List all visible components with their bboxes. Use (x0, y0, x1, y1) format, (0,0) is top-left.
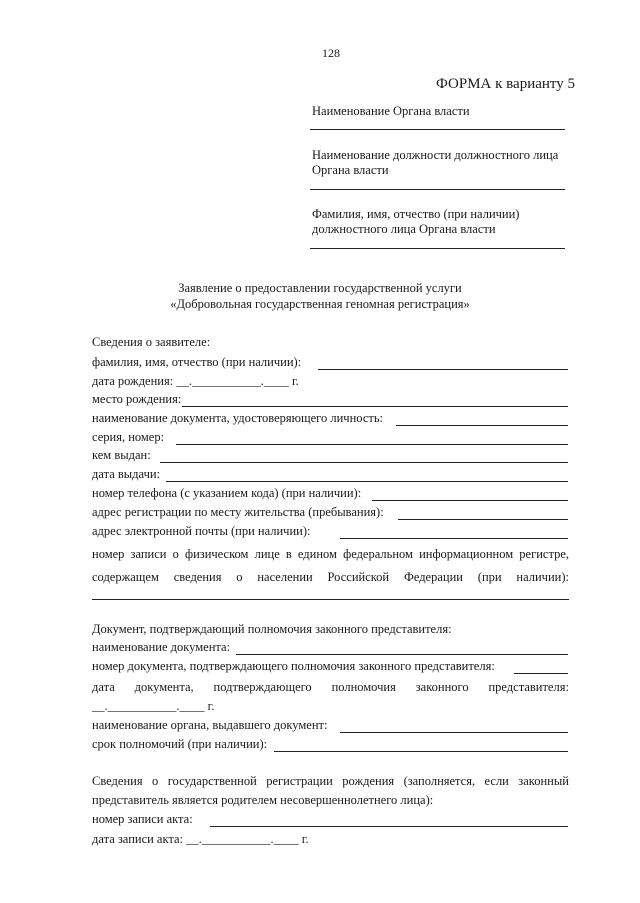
issue-date-line[interactable] (166, 481, 568, 482)
phone-line[interactable] (372, 500, 568, 501)
address-line[interactable] (398, 519, 568, 520)
record-number-line[interactable] (210, 826, 568, 827)
rep-doc-number-line[interactable] (514, 673, 568, 674)
rep-term-line[interactable] (274, 751, 568, 752)
official-fio-label: Фамилия, имя, отчество (при наличии) (312, 207, 520, 221)
issued-by-line[interactable] (160, 462, 568, 463)
authority-name-line[interactable] (310, 129, 565, 130)
rep-doc-date-value: __.___________.____ г. (92, 699, 215, 713)
application-title-line2: «Добровольная государственная геномная регистрация» (170, 297, 470, 311)
issued-by-label: кем выдан: (92, 448, 151, 462)
applicant-heading: Сведения о заявителе: (92, 335, 211, 349)
birth-date-label: дата рождения: __.___________.____ г. (92, 374, 299, 388)
registry-text-line2: содержащем сведения о населении Российской Федерации (при наличии): (92, 570, 569, 584)
form-label: ФОРМА к варианту 5 (436, 76, 576, 92)
rep-doc-name-label: наименование документа: (92, 640, 231, 654)
full-name-label: фамилия, имя, отчество (при наличии): (92, 355, 302, 369)
rep-term-label: срок полномочий (при наличии): (92, 737, 268, 751)
birth-reg-heading-line2: представитель является родителем несовершеннолетнего лица): (92, 793, 434, 807)
series-number-label: серия, номер: (92, 430, 165, 444)
registry-number-line[interactable] (92, 599, 569, 600)
application-title-line1: Заявление о предоставлении государственной услуги (178, 281, 462, 295)
series-number-line[interactable] (176, 444, 568, 445)
rep-doc-date-text: дата документа, подтверждающего полномочия законного представителя: (92, 680, 569, 694)
email-label: адрес электронной почты (при наличии): (92, 524, 311, 538)
record-number-label: номер записи акта: (92, 812, 193, 826)
email-line[interactable] (340, 538, 568, 539)
birth-place-label: место рождения: (92, 392, 182, 406)
official-position-label: Наименование должности должностного лица (312, 148, 559, 162)
authority-name-label: Наименование Органа власти (312, 104, 470, 118)
id-doc-name-label: наименование документа, удостоверяющего личность: (92, 411, 384, 425)
rep-issuer-label: наименование органа, выдавшего документ: (92, 718, 328, 732)
representative-heading: Документ, подтверждающий полномочия законного представителя: (92, 622, 452, 636)
rep-doc-name-line[interactable] (236, 654, 568, 655)
rep-issuer-line[interactable] (340, 732, 568, 733)
birth-reg-heading-line1: Сведения о государственной регистрации рождения (заполняется, если законный (92, 774, 569, 788)
id-doc-name-line[interactable] (396, 425, 568, 426)
page-number: 128 (322, 46, 340, 60)
address-label: адрес регистрации по месту жительства (пребывания): (92, 505, 384, 519)
rep-doc-number-label: номер документа, подтверждающего полномочия законного представителя: (92, 659, 495, 673)
official-fio-label-2: должностного лица Органа власти (312, 222, 496, 236)
official-position-line[interactable] (310, 189, 565, 190)
official-fio-line[interactable] (310, 248, 565, 249)
birth-place-line[interactable] (182, 406, 568, 407)
official-position-label-2: Органа власти (312, 163, 389, 177)
record-date-label: дата записи акта: __.___________.____ г. (92, 832, 309, 846)
registry-text-line1: номер записи о физическом лице в едином федеральном информационном регистре, (92, 547, 569, 561)
issue-date-label: дата выдачи: (92, 467, 161, 481)
full-name-line[interactable] (318, 369, 568, 370)
phone-label: номер телефона (с указанием кода) (при наличии): (92, 486, 362, 500)
